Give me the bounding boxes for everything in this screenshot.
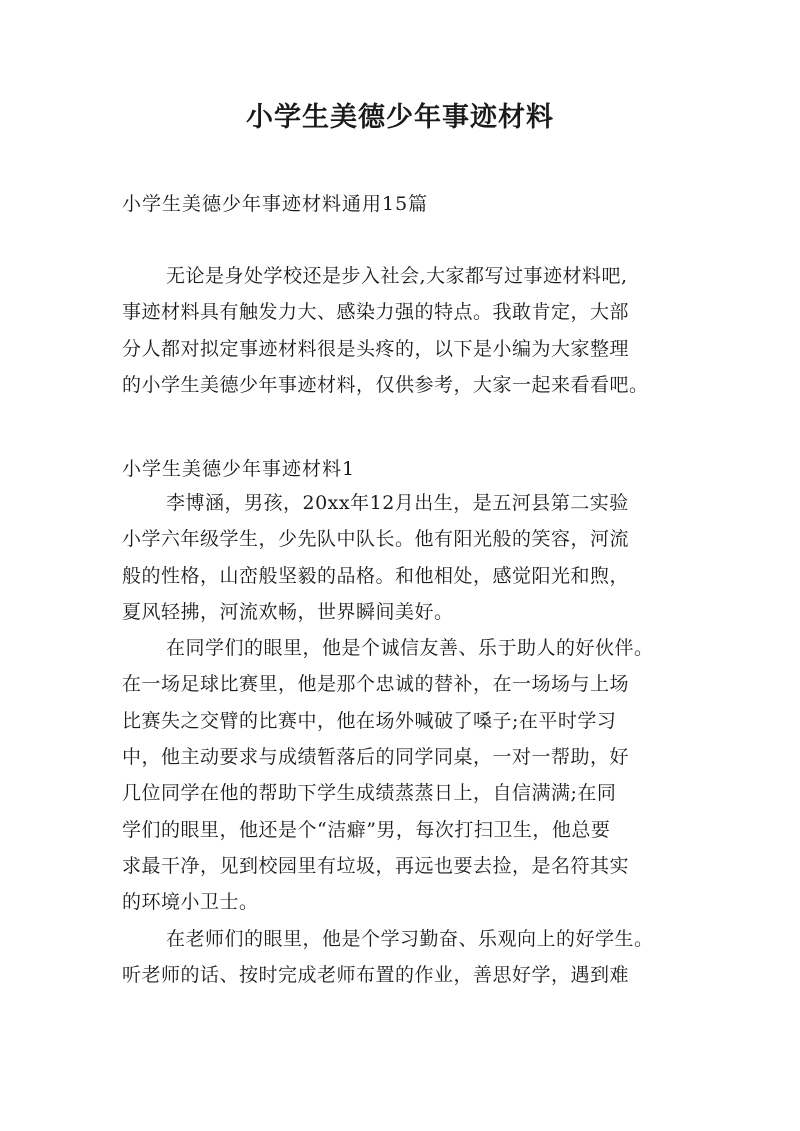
body-line: 几位同学在他的帮助下学生成绩蒸蒸日上，自信满满;在同	[122, 782, 617, 805]
body-line: 听老师的话、按时完成老师布置的作业，善思好学，遇到难	[122, 963, 630, 986]
body-line: 的环境小卫士。	[122, 891, 259, 914]
body-line: 小学六年级学生，少先队中队长。他有阳光般的笑容，河流	[122, 528, 630, 551]
body-text	[122, 485, 682, 993]
document-subtitle: 小学生美德少年事迹材料通用15篇	[122, 193, 429, 215]
intro-line: 分人都对拟定事迹材料很是头疼的，以下是小编为大家整理	[122, 337, 630, 360]
section-heading: 小学生美德少年事迹材料1	[122, 458, 356, 480]
body-line: 学们的眼里，他还是个“洁癖”男，每次打扫卫生，他总要	[122, 818, 611, 841]
body-line: 求最干净，见到校园里有垃圾，再远也要去捡，是名符其实	[122, 854, 630, 877]
body-line: 中，他主动要求与成绩暂落后的同学同桌，一对一帮助，好	[122, 746, 630, 769]
body-line: 李博涵，男孩，20xx年12月出生，是五河县第二实验	[166, 492, 629, 514]
body-line: 在老师们的眼里，他是个学习勤奋、乐观向上的好学生。	[166, 927, 654, 950]
body-line: 比赛失之交臂的比赛中，他在场外喊破了嗓子;在平时学习	[122, 709, 617, 732]
document-title: 小学生美德少年事迹材料	[246, 102, 554, 133]
intro-paragraph	[122, 258, 682, 403]
intro-line: 无论是身处学校还是步入社会,大家都写过事迹材料吧,	[166, 265, 628, 287]
body-line: 般的性格，山峦般坚毅的品格。和他相处，感觉阳光和煦，	[122, 564, 630, 587]
intro-line: 的小学生美德少年事迹材料，仅供参考，大家一起来看看吧。	[122, 373, 649, 396]
body-line: 夏风轻拂，河流欢畅，世界瞬间美好。	[122, 600, 454, 623]
intro-line: 事迹材料具有触发力大、感染力强的特点。我敢肯定，大部	[122, 301, 630, 324]
body-line: 在同学们的眼里，他是个诚信友善、乐于助人的好伙伴。	[166, 637, 654, 660]
body-line: 在一场足球比赛里，他是那个忠诚的替补，在一场场与上场	[122, 673, 630, 696]
